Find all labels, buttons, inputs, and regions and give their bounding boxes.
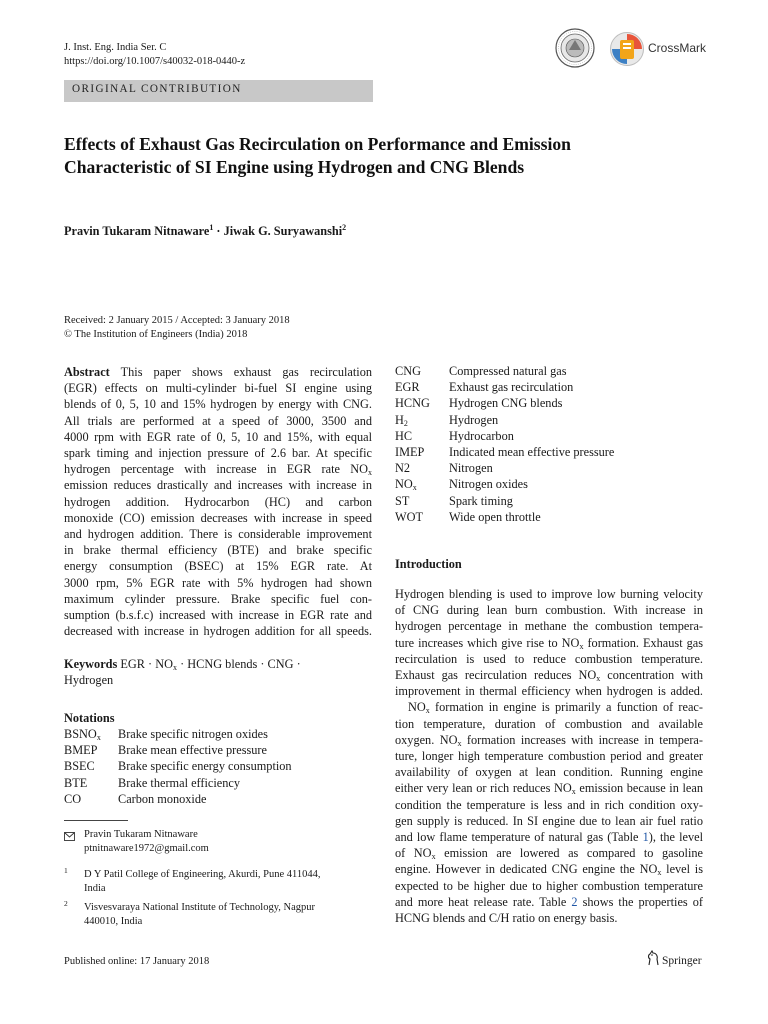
notation-definition: Nitrogen bbox=[449, 461, 493, 476]
notation-definition: Exhaust gas recirculation bbox=[449, 380, 574, 395]
intro-line: and low flame temperature of natural gas (Table 1), the level bbox=[395, 830, 703, 845]
notation-term: BTE bbox=[64, 775, 88, 790]
notation-definition: Hydrogen bbox=[449, 412, 499, 427]
affiliation-line: 440010, India bbox=[84, 916, 143, 927]
intro-line: expected to be higher due to higher combustion temperature bbox=[395, 878, 703, 893]
notation-definition: Compressed natural gas bbox=[449, 364, 567, 378]
article-type-label: ORIGINAL CONTRIBUTION bbox=[72, 83, 242, 95]
notation-term: EGR bbox=[395, 380, 420, 395]
doi-link[interactable]: https://doi.org/10.1007/s40032-018-0440-z bbox=[64, 56, 246, 67]
intro-line: condition the temperature is less and in rich condition oxy- bbox=[395, 797, 703, 812]
abstract-line: sumption (b.s.f.c) increased with increase in EGR rate and bbox=[64, 608, 372, 623]
table-reference-link[interactable]: 2 bbox=[571, 894, 578, 909]
abstract-line: energy consumption (BSEC) at 15% EGR rate. At bbox=[64, 559, 372, 574]
intro-line: ture, longer high temperature combustion period and greater bbox=[395, 749, 703, 764]
footnote-divider bbox=[64, 820, 128, 821]
keywords: Keywords EGR · $NO_x$ · HCNG blends · CNG · Hydrogen bbox=[64, 657, 301, 688]
corresponding-author-name: Pravin Tukaram Nitnaware bbox=[84, 829, 198, 840]
received-dates: Received: 2 January 2015 / Accepted: 3 January 2018 bbox=[64, 315, 290, 326]
intro-line: ture increases which give rise to $NO_x$ formation. Exhaust gas bbox=[395, 635, 704, 651]
abstract-line: 3000 rpm, 5% EGR rate with 5% hydrogen had shown bbox=[64, 575, 372, 590]
journal-name: J. Inst. Eng. India Ser. C bbox=[64, 42, 167, 53]
affiliation-marker: 2 bbox=[342, 223, 347, 232]
institution-seal-logo bbox=[555, 28, 595, 68]
affiliation-number: 2 bbox=[64, 899, 68, 908]
article-type-banner bbox=[64, 80, 373, 102]
author-separator: · bbox=[213, 224, 224, 239]
introduction-heading: Introduction bbox=[395, 557, 462, 571]
notations-list-continued bbox=[395, 363, 705, 525]
notation-definition: Brake mean effective pressure bbox=[118, 743, 267, 758]
publisher-name: Springer bbox=[662, 955, 702, 967]
keyword: HCNG blends bbox=[187, 657, 258, 671]
notation-term: CNG bbox=[395, 364, 421, 378]
crossmark-icon bbox=[610, 31, 644, 67]
abstract-line: spark timing and injection pressure of 2.6 bar. At specific bbox=[64, 446, 372, 461]
keyword: CNG bbox=[267, 657, 294, 671]
intro-line: tion temperature, duration of combustion and available bbox=[395, 716, 703, 731]
intro-line: hydrogen percentage in methane the combustion tempera- bbox=[395, 619, 703, 634]
corresponding-author-email[interactable]: ptnitnaware1972@gmail.com bbox=[84, 843, 209, 854]
notation-term: CO bbox=[64, 791, 82, 806]
abstract-line: (EGR) effects on multi-cylinder bi-fuel SI engine using bbox=[64, 381, 372, 396]
intro-line: either very lean or rich reduces $NO_x$ emission because in lean bbox=[395, 781, 703, 797]
abstract-label: Abstract bbox=[64, 365, 110, 379]
notation-term: $NO_x$ bbox=[395, 477, 417, 493]
published-date: Published online: 17 January 2018 bbox=[64, 956, 210, 967]
notation-definition: Nitrogen oxides bbox=[449, 477, 528, 492]
notation-definition: Hydrocarbon bbox=[449, 428, 514, 443]
notation-definition: Brake thermal efficiency bbox=[118, 775, 240, 790]
affiliation-line: Visvesvaraya National Institute of Technology, Nagpur bbox=[84, 902, 316, 913]
notation-definition: Indicated mean effective pressure bbox=[449, 445, 615, 460]
intro-line: HCNG blends and C/H ratio on energy basis. bbox=[395, 911, 618, 926]
affiliation-number: 1 bbox=[64, 866, 68, 875]
abstract-line: hydrogen addition. Hydrocarbon (HC) and carbon bbox=[64, 494, 372, 509]
affiliation-line: D Y Patil College of Engineering, Akurdi, Pune 411044, bbox=[84, 869, 321, 880]
notation-term: HCNG bbox=[395, 396, 430, 411]
springer-horse-icon bbox=[646, 950, 660, 971]
abstract-line: 4000 rpm with EGR rate of 0, 5, 10 and 15%, with equal bbox=[64, 429, 372, 444]
notation-definition: Carbon monoxide bbox=[118, 791, 207, 806]
abstract-line: in brake thermal efficiency (BTE) and brake specific bbox=[64, 543, 372, 558]
copyright-line: © The Institution of Engineers (India) 2018 bbox=[64, 329, 248, 340]
keywords-label: Keywords bbox=[64, 657, 118, 671]
keyword: EGR bbox=[120, 657, 145, 671]
intro-line: of CNG during lean burn combustion. With increase in bbox=[395, 603, 703, 618]
abstract-line: hydrogen percentage with increase in EGR rate $NO_x$ bbox=[64, 462, 372, 478]
notation-term: ST bbox=[395, 493, 410, 508]
notation-definition: Brake specific nitrogen oxides bbox=[118, 727, 268, 741]
keyword: Hydrogen bbox=[64, 673, 114, 688]
crossmark-label: CrossMark bbox=[648, 41, 707, 55]
notations-heading: Notations bbox=[64, 711, 115, 725]
notation-term: $H_2$ bbox=[395, 412, 408, 428]
notation-term: BSEC bbox=[64, 759, 95, 774]
intro-line: gen supply is reduced. In SI engine due to lean air fuel ratio bbox=[395, 813, 703, 828]
abstract-line: blends of 0, 5, 10 and 15% hydrogen by energy with CNG. bbox=[64, 397, 372, 412]
notation-term: WOT bbox=[395, 509, 423, 524]
envelope-icon bbox=[64, 828, 75, 846]
intro-line: of $NO_x$ emission are lowered as compared to gasoline bbox=[395, 846, 703, 862]
crossmark-badge[interactable] bbox=[610, 31, 706, 67]
intro-line: and more heat release rate. Table 2 shows the properties of bbox=[395, 894, 703, 909]
paper-title: Effects of Exhaust Gas Recirculation on Performance and Emission Characteristic of SI Engine using Hydrogen and CNG Blends bbox=[64, 134, 571, 177]
affiliation-marker: 1 bbox=[209, 223, 214, 232]
introduction-body bbox=[395, 586, 703, 926]
intro-line: recirculation is used to reduce combustion temperature. bbox=[395, 651, 703, 666]
intro-line: improvement in thermal efficiency when hydrogen is added. bbox=[395, 684, 703, 699]
notation-term: BMEP bbox=[64, 743, 98, 758]
author-name[interactable]: Jiwak G. Suryawanshi bbox=[223, 224, 343, 239]
intro-line: oxygen. $NO_x$ formation increases with increase in tempera- bbox=[395, 732, 703, 748]
intro-line: Hydrogen blending is used to improve low burning velocity bbox=[395, 587, 703, 601]
notation-definition: Spark timing bbox=[449, 493, 513, 508]
intro-line: availability of oxygen at lean condition. Running engine bbox=[395, 765, 703, 780]
notation-term: N2 bbox=[395, 461, 411, 476]
affiliation-line: India bbox=[84, 883, 106, 894]
intro-line: $NO_x$ formation in engine is primarily a function of reac- bbox=[408, 700, 703, 716]
abstract-line: decreased with increase in hydrogen addition for all speeds. bbox=[64, 624, 372, 639]
notation-term: HC bbox=[395, 428, 413, 443]
abstract-line: maximum cylinder pressure. Brake specific fuel con- bbox=[64, 591, 372, 606]
abstract-line: monoxide (CO) emission decreases with increase in speed bbox=[64, 510, 372, 525]
abstract-line: All trials are performed at a speed of 3000, 3500 and bbox=[64, 413, 372, 428]
notation-term: $BSNO_x$ bbox=[64, 727, 101, 742]
notation-definition: Hydrogen CNG blends bbox=[449, 396, 563, 411]
abstract-line: and hydrogen addition. There is considerable improvement bbox=[64, 527, 372, 542]
abstract bbox=[64, 364, 372, 639]
intro-line: Exhaust gas recirculation reduces $NO_x$ concentration with bbox=[395, 668, 703, 684]
notation-term: IMEP bbox=[395, 445, 425, 460]
author-list bbox=[64, 223, 346, 239]
notations-list bbox=[64, 726, 374, 807]
intro-line: engine. However in dedicated CNG engine the $NO_x$ level is bbox=[395, 862, 704, 878]
notation-definition: Wide open throttle bbox=[449, 509, 541, 524]
abstract-line: emission reduces drastically and increases with increase in bbox=[64, 478, 372, 493]
keyword: $NO_x$ bbox=[155, 657, 177, 672]
author-name[interactable]: Pravin Tukaram Nitnaware bbox=[64, 224, 210, 239]
notation-definition: Brake specific energy consumption bbox=[118, 759, 292, 774]
table-reference-link[interactable]: 1 bbox=[642, 830, 649, 845]
abstract-line: Abstract This paper shows exhaust gas recirculation bbox=[64, 365, 372, 379]
